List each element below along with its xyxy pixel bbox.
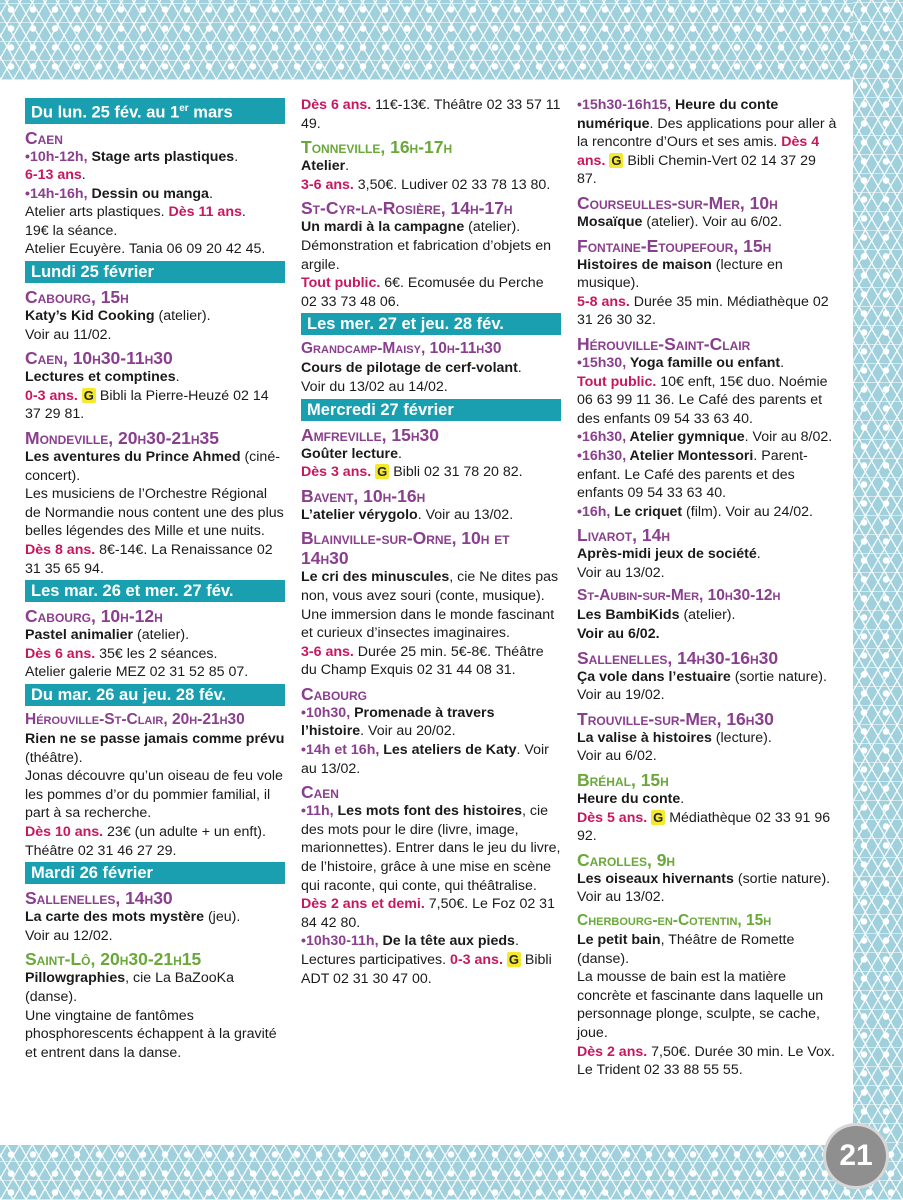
event-contact: 7,50€. Durée 30 min. Le Vox. Le Trident 02 33 88 55 55.: [577, 1043, 835, 1079]
event-title: Goûter lecture: [301, 445, 398, 462]
event-title: Dessin ou manga: [87, 185, 209, 202]
date-band: Les mer. 27 et jeu. 28 fév.: [301, 313, 561, 335]
event-entry: [301, 96, 561, 133]
date-band: Mardi 26 février: [25, 862, 285, 884]
event-contact: 7,50€. Le Foz 02 31 84 42 80.: [301, 896, 555, 931]
event-entry: [577, 790, 837, 846]
g-badge-icon: G: [508, 952, 519, 967]
g-badge-icon: G: [377, 464, 388, 480]
city-heading: Tonneville, 16h-17h: [301, 137, 453, 158]
event-text: , Théâtre de Romette (danse).: [577, 932, 795, 967]
event-entry: [577, 213, 837, 232]
event-text: .: [208, 185, 213, 202]
age-range: Dès 6 ans.: [25, 645, 96, 662]
city-heading: Cabourg: [301, 683, 367, 704]
event-text: . Parent-enfant. Le Café des parents et des enfants 09 54 33 63 40.: [577, 447, 808, 502]
event-entry: [301, 932, 561, 988]
event-title: Heure du conte numérique: [577, 97, 779, 132]
event-entry: [577, 606, 837, 643]
event-contact: Atelier galerie MEZ 02 31 52 85 07.: [25, 664, 249, 681]
city-heading: Amfreville, 15h30: [301, 424, 439, 445]
event-text: (atelier).: [679, 607, 736, 624]
event-entry: [25, 185, 285, 259]
event-text: .: [175, 369, 180, 386]
event-entry: [301, 359, 561, 396]
event-price: 19€ la séance.: [25, 222, 118, 239]
event-title: Lectures et comptines: [25, 369, 176, 386]
event-title: La valise à histoires: [577, 729, 712, 746]
city-heading: Fontaine-Etoupefour, 15h: [577, 235, 772, 256]
event-text: (jeu).: [204, 909, 241, 926]
decorative-pattern-right: [853, 0, 903, 1200]
event-entry: [25, 626, 285, 682]
event-contact: Médiathèque 02 33 91 96 92.: [577, 809, 831, 845]
event-text: . Lectures participatives.: [301, 933, 519, 968]
event-entry: [577, 545, 837, 582]
event-entry: [301, 218, 561, 311]
event-entry: [577, 447, 837, 503]
event-description: Les musiciens de l’Orchestre Régional de Normandie nous content une des plus belles légendes des Mille et une nuits.: [25, 486, 284, 540]
page-number: 21: [826, 1126, 886, 1186]
event-time: •14h-16h,: [25, 185, 88, 202]
event-title: Atelier: [301, 158, 346, 175]
event-contact: Durée 35 min. Médiathèque 02 31 26 30 32.: [577, 293, 829, 329]
event-text: .: [397, 445, 402, 462]
event-entry: [301, 741, 561, 778]
event-contact: Atelier Ecuyère. Tania 06 09 20 42 45.: [25, 241, 266, 258]
event-entry: [25, 448, 285, 578]
event-title: Les mots font des histoires: [333, 803, 522, 820]
age-range: 0-3 ans.: [25, 387, 78, 404]
event-title: Les aventures du Prince Ahmed: [25, 449, 241, 466]
event-text: (théâtre).: [25, 749, 83, 766]
city-heading: Hérouville-St-Clair, 20h-21h30: [25, 710, 245, 728]
column-3: [577, 96, 837, 1080]
event-text: .: [81, 167, 86, 184]
event-entry: [577, 96, 837, 189]
event-title: Stage arts plastiques: [87, 148, 235, 165]
event-contact: Bibli ADT 02 31 30 47 00.: [301, 952, 552, 987]
event-text: .: [345, 158, 350, 175]
event-title: Le criquet: [610, 503, 683, 520]
city-heading: Sallenelles, 14h30: [25, 888, 173, 909]
event-entry: [577, 428, 837, 447]
date-band: Du mar. 26 au jeu. 28 fév.: [25, 684, 285, 706]
event-description: , cie des mots pour le dire (livre, image, marionnettes). Entrer dans le jeu du livre, de l’histoire, grâce à une mise en scène qui raconte, qui conte, qui théâtralise.: [301, 803, 561, 894]
event-entry: [25, 307, 285, 344]
city-heading: Caen: [301, 782, 339, 803]
date-band: Mercredi 27 février: [301, 399, 561, 421]
age-range: Dès 3 ans.: [301, 464, 372, 481]
event-text: (atelier).: [133, 627, 190, 644]
city-heading: Bréhal, 15h: [577, 770, 669, 791]
event-text: (sortie nature). Voir au 19/02.: [577, 668, 827, 704]
city-heading: Caen: [25, 127, 63, 148]
event-text: .: [234, 148, 239, 165]
age-range: Dès 5 ans.: [577, 809, 648, 826]
event-text: (ciné-concert).: [25, 449, 280, 484]
city-heading: Mondeville, 20h30-21h35: [25, 428, 219, 449]
event-description: Une vingtaine de fantômes phosphorescents échappent à la gravité et entrent dans la danse.: [25, 1007, 277, 1061]
event-entry: [577, 503, 837, 522]
event-title: Katy’s Kid Cooking: [25, 308, 155, 325]
event-title: Pastel animalier: [25, 627, 134, 644]
event-time: •14h et 16h,: [301, 742, 380, 759]
city-heading: St-Cyr-la-Rosière, 14h-17h: [301, 198, 513, 219]
event-title: Après-midi jeux de société: [577, 546, 757, 563]
event-title: Pillowgraphies: [25, 970, 126, 987]
event-title: Les ateliers de Katy: [379, 742, 517, 759]
event-contact: Bibli la Pierre-Heuzé 02 14 37 29 81.: [25, 387, 269, 423]
event-description: Jonas découvre qu’un oiseau de feu vole les pommes d’or du pommier familial, il part à sa recherche.: [25, 768, 283, 822]
event-title: Cours de pilotage de cerf-volant: [301, 360, 518, 377]
date-band-sup: er: [179, 103, 189, 114]
event-text: . Voir au 8/02.: [744, 429, 833, 446]
event-entry: [301, 506, 561, 525]
event-time: •16h,: [577, 503, 611, 520]
event-text: , cie Ne dites pas non, vous avez souri (conte, musique).: [301, 569, 559, 604]
event-text: Atelier arts plastiques.: [25, 204, 165, 221]
event-time: •16h30,: [577, 429, 627, 446]
event-contact: Bibli 02 31 78 20 82.: [389, 464, 523, 481]
city-heading: Courseulles-sur-Mer, 10h: [577, 192, 778, 213]
event-description: Une immersion dans le monde fascinant et curieux d’insectes imaginaires.: [301, 606, 555, 642]
event-description: Démonstration et fabrication d’objets en argile.: [301, 237, 551, 273]
event-text: (film). Voir au 24/02.: [682, 503, 814, 520]
city-heading: Saint-Lô, 20h30-21h15: [25, 949, 202, 970]
event-entry: [301, 704, 561, 741]
age-range: Dès 10 ans.: [25, 823, 104, 840]
event-entry: [577, 354, 837, 428]
city-heading: Cabourg, 15h: [25, 287, 129, 308]
event-entry: [301, 568, 561, 680]
event-time: •10h30,: [301, 704, 351, 721]
event-time: •15h30-16h15,: [577, 97, 672, 113]
event-contact: 8€-14€. La Renaissance 02 31 35 65 94.: [25, 542, 273, 577]
event-entry: [25, 730, 285, 860]
event-contact: Durée 25 min. 5€-8€. Théâtre du Champ Exquis 02 31 44 08 31.: [301, 643, 544, 679]
event-entry: [577, 870, 837, 907]
event-entry: [25, 148, 285, 185]
event-title: Mosaïque: [577, 213, 643, 230]
event-title: Rien ne se passe jamais comme prévu: [25, 730, 285, 747]
age-range: 5-8 ans.: [577, 293, 630, 310]
city-heading: Cabourg, 10h-12h: [25, 606, 163, 627]
event-entry: [577, 729, 837, 766]
age-range: Dès 6 ans.: [301, 97, 372, 113]
event-entry: [577, 931, 837, 1080]
date-band-text: Du lun. 25 fév. au 1: [31, 103, 180, 122]
g-badge-icon: G: [611, 152, 622, 168]
event-text: Voir au 13/02.: [577, 564, 665, 581]
date-band: Les mar. 26 et mer. 27 fév.: [25, 580, 285, 602]
event-contact: Bibli Chemin-Vert 02 14 37 29 87.: [577, 152, 816, 188]
event-text: Voir du 13/02 au 14/02.: [301, 378, 448, 395]
event-price: 35€ les 2 séances.: [95, 645, 218, 662]
event-text: .: [241, 204, 246, 221]
event-text: (sortie nature). Voir au 13/02.: [577, 870, 831, 906]
event-entry: [577, 668, 837, 705]
event-time: •11h,: [301, 803, 334, 820]
age-range: Tout public.: [577, 373, 657, 390]
event-contact: 3,50€. Ludiver 02 33 78 13 80.: [353, 176, 551, 193]
event-entry: [301, 157, 561, 194]
event-text: (atelier).: [464, 219, 521, 236]
event-contact: 11€-13€. Théâtre 02 33 57 11 49.: [301, 97, 561, 132]
event-text: Voir au 6/02.: [577, 626, 660, 643]
age-range: Dès 2 ans et demi.: [301, 896, 425, 913]
event-title: Yoga famille ou enfant: [626, 354, 781, 371]
event-description: . Des applications pour aller à la rencontre d’Ours et ses amis.: [577, 115, 837, 151]
city-heading: Caen, 10h30-11h30: [25, 348, 173, 369]
event-time: •10h-12h,: [25, 148, 88, 165]
event-title: Le petit bain: [577, 932, 661, 948]
event-entry: [25, 969, 285, 1062]
event-text: .: [756, 546, 761, 563]
event-contact: 6€. Ecomusée du Perche 02 33 73 48 06.: [301, 275, 544, 310]
city-heading: Livarot, 14h: [577, 525, 670, 546]
event-description: La mousse de bain est la matière concrète et fascinante dans laquelle un personnage plonge, sculpte, se cache, joue.: [577, 969, 824, 1041]
event-title: Le cri des minuscules: [301, 569, 450, 586]
city-heading: St-Aubin-sur-Mer, 10h30-12h: [577, 587, 781, 605]
event-entry: [577, 256, 837, 330]
age-range: 0-3 ans.: [446, 952, 503, 968]
event-time: •16h30,: [577, 447, 627, 464]
event-title: Les oiseaux hivernants: [577, 870, 734, 887]
date-band: [25, 98, 285, 124]
event-title: Promenade à travers l’histoire: [301, 704, 495, 740]
city-heading: Bavent, 10h-16h: [301, 485, 426, 506]
event-text: Voir au 11/02.: [25, 326, 112, 343]
event-text: .: [680, 791, 685, 808]
event-text: . Voir au 20/02.: [360, 723, 456, 740]
date-band: Lundi 25 février: [25, 261, 285, 283]
event-text: Voir au 12/02.: [25, 927, 113, 944]
event-text: Voir au 6/02.: [577, 748, 657, 765]
city-heading: Trouville-sur-Mer, 16h30: [577, 708, 774, 729]
event-title: Ça vole dans l’estuaire: [577, 668, 731, 685]
event-title: Les BambiKids: [577, 607, 680, 624]
event-text: .: [517, 360, 522, 377]
event-time: •15h30,: [577, 354, 627, 371]
event-title: Heure du conte: [577, 791, 681, 808]
age-range: 3-6 ans.: [301, 176, 354, 193]
event-text: (atelier).: [154, 308, 211, 325]
event-text: . Voir au 13/02.: [417, 506, 514, 523]
event-time: •10h30-11h,: [301, 933, 379, 950]
age-range: 3-6 ans.: [301, 643, 354, 660]
city-heading: Hérouville-Saint-Clair: [577, 333, 751, 354]
city-heading: Blainville-sur-Orne, 10h et 14h30: [301, 528, 510, 569]
event-entry: [301, 445, 561, 482]
column-1: [25, 96, 285, 1062]
event-text: (atelier). Voir au 6/02.: [642, 213, 783, 230]
decorative-pattern-top: [0, 0, 903, 80]
event-text: , cie La BaZooKa (danse).: [25, 970, 234, 1005]
event-text: . Voir au 13/02.: [301, 742, 549, 777]
decorative-pattern-bottom: [0, 1145, 903, 1200]
age-range: Dès 4 ans.: [577, 134, 820, 169]
city-heading: Sallenelles, 14h30-16h30: [577, 647, 779, 668]
city-heading: Carolles, 9h: [577, 849, 676, 870]
column-2: [301, 96, 561, 988]
age-range: Dès 8 ans.: [25, 542, 96, 558]
event-text: (lecture).: [711, 729, 772, 746]
age-range: Dès 11 ans: [164, 204, 242, 221]
event-entry: [301, 802, 561, 932]
event-entry: [25, 908, 285, 945]
date-band-text-end: mars: [188, 103, 233, 122]
event-contact: 23€ (un adulte + un enft). Théâtre 02 31 46 27 29.: [25, 823, 266, 859]
event-contact: 10€ enft, 15€ duo. Noémie 06 63 99 11 36. Le Café des parents et des enfants 09 54 33 63 40.: [577, 373, 828, 427]
g-badge-icon: G: [653, 809, 664, 825]
city-heading: Grandcamp-Maisy, 10h-11h30: [301, 340, 502, 358]
event-title: Histoires de maison: [577, 256, 712, 273]
event-text: .: [780, 354, 785, 371]
event-title: De la tête aux pieds: [378, 933, 515, 950]
event-text: (lecture en musique).: [577, 256, 783, 292]
event-title: La carte des mots mystère: [25, 909, 205, 926]
event-entry: [25, 368, 285, 424]
event-title: Atelier Montessori: [626, 447, 754, 464]
age-range: Dès 2 ans.: [577, 1043, 648, 1060]
city-heading: Cherbourg-en-Cotentin, 15h: [577, 912, 772, 929]
event-title: Un mardi à la campagne: [301, 219, 465, 236]
age-range: Tout public.: [301, 275, 381, 292]
event-title: L’atelier vérygolo: [301, 506, 418, 523]
g-badge-icon: G: [83, 387, 94, 403]
event-title: Atelier gymnique: [626, 429, 745, 446]
age-range: 6-13 ans: [25, 167, 82, 184]
